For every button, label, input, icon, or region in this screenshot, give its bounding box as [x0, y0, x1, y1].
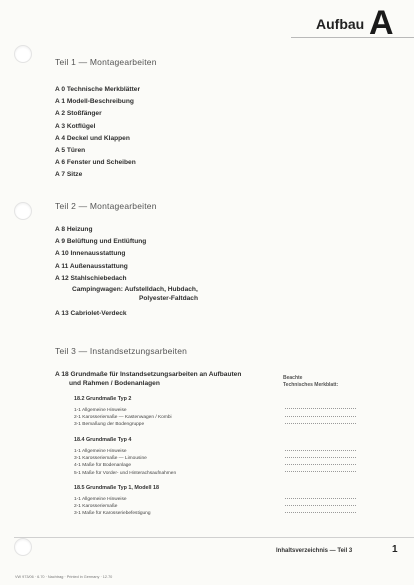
group-typ4 — [74, 436, 176, 477]
a18-heading-line1: A 18 Grundmaße für Instandsetzungsarbeiten an Aufbauten — [55, 371, 242, 378]
group-title: 18.2 Grundmaße Typ 2 — [74, 396, 132, 402]
punch-hole-middle — [14, 202, 32, 220]
list-item: A 4 Deckel und Klappen — [55, 134, 130, 142]
reference-line — [285, 457, 356, 458]
group-item: 3-1 Karosseriemaße — Limousine — [74, 456, 147, 462]
list-item: A 9 Belüftung und Entlüftung — [55, 238, 147, 246]
group-item: 1-1 Allgemeine Hinweise — [74, 497, 127, 502]
list-item: A 11 Außenausstattung — [55, 262, 128, 270]
group-item: 1-1 Allgemeine Hinweise — [74, 449, 127, 454]
footer-label: Inhaltsverzeichnis — Teil 3 — [276, 548, 353, 554]
footer-rule — [14, 537, 414, 538]
header-title: Aufbau — [316, 16, 365, 32]
print-info: VW 973/06 · 6.70 · Nachtrag · Printed in Germany · 12.70 — [15, 575, 113, 579]
reference-line — [285, 471, 356, 472]
reference-line — [285, 423, 356, 424]
group-item: 5-1 Maße für Vorder- und Hinterachsaufnahmen — [74, 470, 177, 476]
group-typ1 — [74, 484, 159, 518]
part1-list — [55, 84, 140, 182]
part2-title: Teil 2 — Montagearbeiten — [55, 201, 157, 211]
reference-line — [285, 512, 356, 513]
list-item: A 10 Innenausstattung — [55, 250, 126, 258]
part3-title: Teil 3 — Instandsetzungsarbeiten — [55, 346, 188, 356]
a18-heading-line2: und Rahmen / Bodenanlagen — [69, 379, 160, 387]
a18-heading — [55, 371, 241, 388]
list-item: A 2 Stoßfänger — [55, 110, 102, 118]
list-item: A 8 Heizung — [55, 226, 93, 233]
reference-line — [285, 505, 356, 506]
page-number: 1 — [392, 544, 398, 555]
list-subitem: Polyester-Faltdach — [139, 294, 198, 302]
group-item: 2-1 Karosseriemaße — Kastenwagen / Kombi — [74, 415, 172, 421]
group-item: 3-1 Bemaßung der Bodengruppe — [74, 422, 145, 428]
reference-line — [285, 498, 356, 499]
beachte-sublabel: Technisches Merkblatt: — [283, 382, 339, 388]
list-item: A 1 Modell-Beschreibung — [55, 98, 134, 106]
list-subitem: Campingwagen: Aufstelldach, Hubdach, — [72, 285, 198, 293]
list-item: A 0 Technische Merkblätter — [55, 86, 141, 93]
punch-hole-bottom — [14, 538, 32, 556]
list-item: A 3 Kotflügel — [55, 122, 96, 130]
group-title: 18.5 Grundmaße Typ 1, Modell 18 — [74, 485, 159, 491]
beachte-label: Beachte — [283, 375, 303, 381]
group-item: 1-1 Allgemeine Hinweise — [74, 408, 127, 413]
reference-line — [285, 464, 356, 465]
list-item: A 7 Sitze — [55, 171, 83, 179]
part1-title: Teil 1 — Montagearbeiten — [55, 57, 157, 67]
reference-line — [285, 450, 356, 451]
group-item: 3-1 Maße für Karosseriebefestigung — [74, 511, 151, 517]
header-rule — [291, 37, 414, 38]
header-section-letter: A — [369, 4, 394, 42]
group-title: 18.4 Grundmaße Typ 4 — [74, 437, 132, 443]
list-item: A 12 Stahlschiebedach — [55, 274, 127, 282]
list-item: A 6 Fenster und Scheiben — [55, 159, 136, 167]
group-item: 4-1 Maße für Bodenanlage — [74, 463, 132, 469]
group-typ2 — [74, 395, 172, 429]
group-item: 2-1 Karosseriemaße — [74, 504, 118, 510]
reference-line — [285, 416, 356, 417]
list-item: A 5 Türen — [55, 146, 86, 154]
punch-hole-top — [14, 45, 32, 63]
beachte-note — [283, 375, 338, 389]
list-item: A 13 Cabriolet-Verdeck — [55, 309, 127, 317]
part2-list — [55, 224, 198, 320]
reference-line — [285, 408, 356, 409]
